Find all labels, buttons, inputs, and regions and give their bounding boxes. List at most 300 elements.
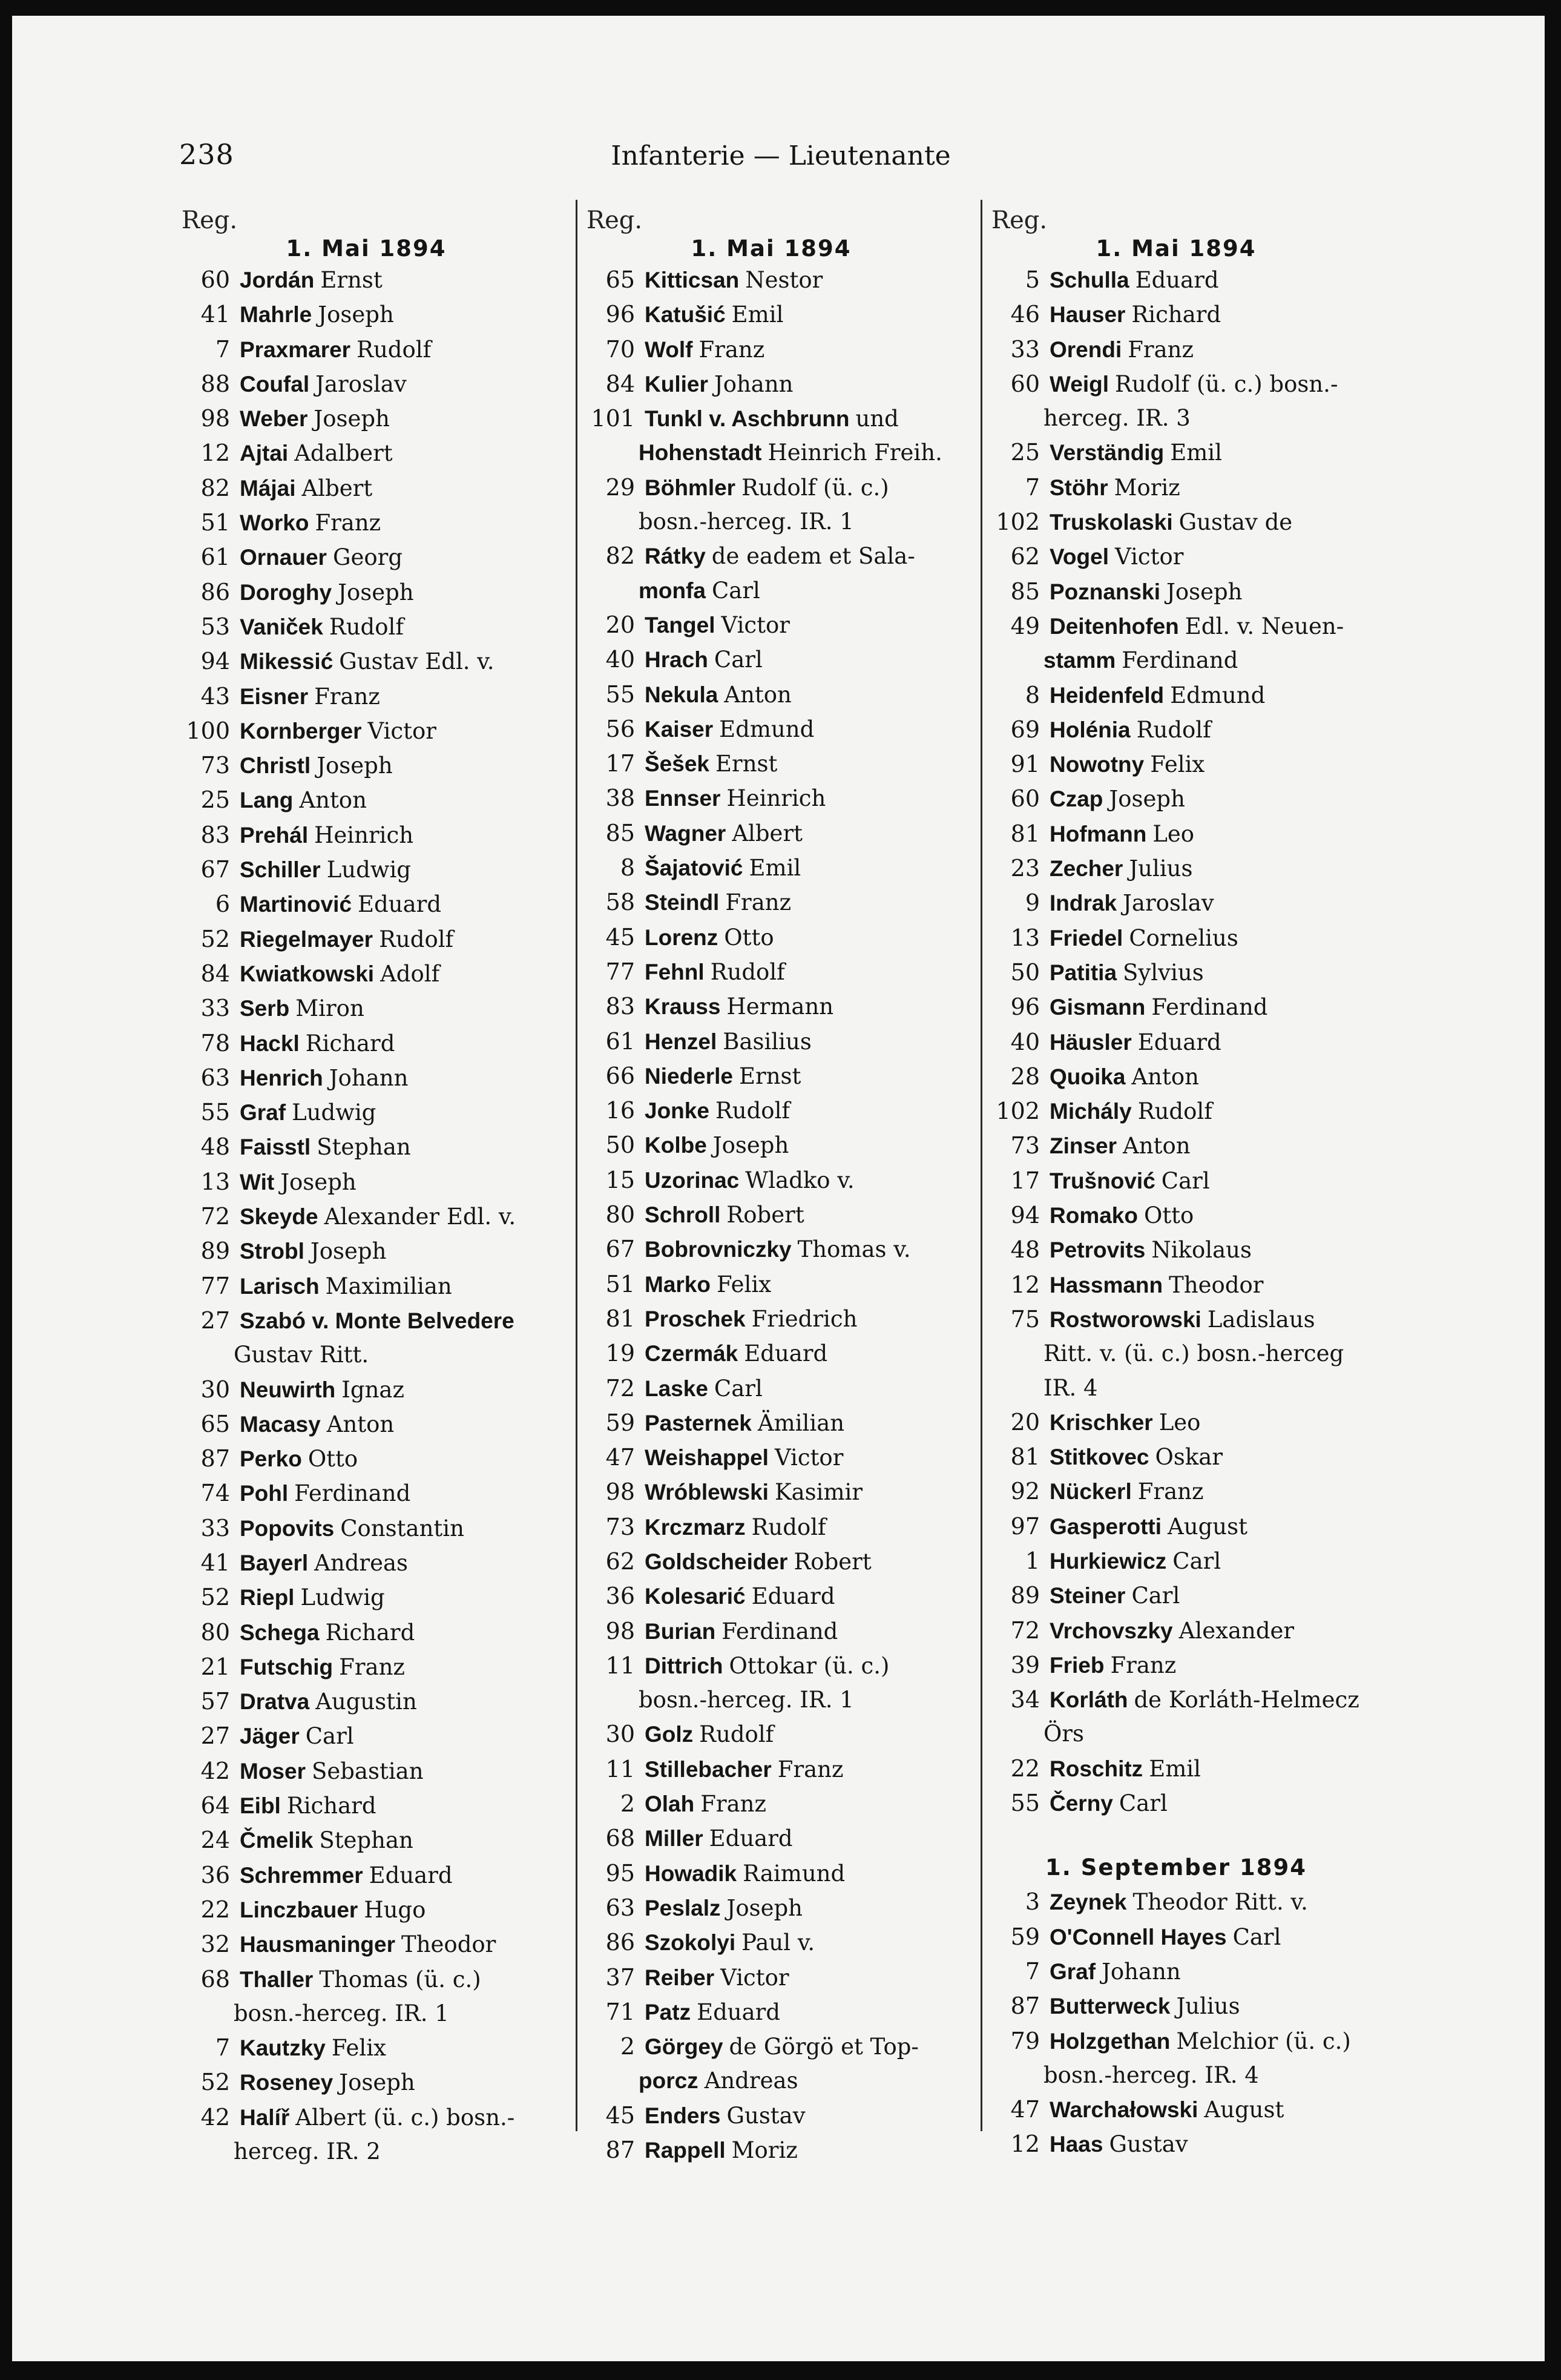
regiment-number: 42 bbox=[200, 2103, 230, 2131]
regiment-number: 72 bbox=[605, 1374, 635, 1402]
list-item bbox=[587, 401, 956, 436]
list-item bbox=[991, 1578, 1361, 1613]
officer-given-name: Friedrich bbox=[751, 1305, 858, 1332]
regiment-number: 74 bbox=[200, 1480, 230, 1507]
list-item bbox=[182, 1962, 551, 1997]
officer-given-name: Alexander Edl. v. bbox=[324, 1204, 516, 1230]
officer-given-name: Rudolf bbox=[715, 1098, 790, 1124]
officer-surname: Haas bbox=[1050, 2132, 1103, 2157]
officer-surname: Krauss bbox=[645, 994, 721, 1020]
list-item bbox=[991, 1509, 1361, 1544]
officer-surname: Coufal bbox=[240, 371, 310, 397]
officer-surname: Šešek bbox=[645, 751, 709, 777]
officer-given-name: Moriz bbox=[731, 2137, 798, 2164]
officer-surname: Kwiatkowski bbox=[240, 961, 375, 986]
list-item bbox=[587, 1614, 956, 1649]
list-item bbox=[182, 471, 551, 506]
officer-given-name: Felix bbox=[1150, 751, 1205, 778]
regiment-number: 64 bbox=[200, 1792, 230, 1819]
officer-given-name: Emil bbox=[731, 302, 784, 328]
regiment-number: 84 bbox=[200, 960, 230, 987]
regiment-number: 7 bbox=[1025, 473, 1040, 501]
officer-surname: Mahrle bbox=[240, 302, 312, 328]
list-item bbox=[587, 1544, 956, 1579]
officer-given-name: Johann bbox=[1102, 1958, 1181, 1985]
officer-given-name: Ferdinand bbox=[294, 1480, 411, 1507]
regiment-number: 61 bbox=[200, 544, 230, 571]
officer-given-name: Franz bbox=[315, 510, 381, 536]
list-item bbox=[991, 2092, 1361, 2127]
officer-surname: Szabó v. Monte Belvedere bbox=[240, 1308, 514, 1333]
officer-surname: Kornberger bbox=[240, 718, 362, 743]
officer-given-name: Carl bbox=[714, 1375, 763, 1402]
regiment-number: 89 bbox=[200, 1238, 230, 1265]
regiment-number: 87 bbox=[605, 2137, 635, 2164]
officer-surname: Thaller bbox=[240, 1966, 314, 1992]
officer-surname: Dratva bbox=[240, 1689, 310, 1715]
officer-given-name: Adalbert bbox=[294, 440, 393, 467]
list-item bbox=[182, 1269, 551, 1304]
officer-surname: Skeyde bbox=[240, 1204, 318, 1230]
officer-given-name: Eduard bbox=[1135, 267, 1219, 293]
officer-given-name: Joseph bbox=[1166, 578, 1243, 605]
list-item bbox=[587, 1752, 956, 1787]
officer-given-name: Anton bbox=[299, 787, 367, 814]
list-item bbox=[182, 610, 551, 644]
officer-given-name: Rudolf bbox=[329, 613, 404, 640]
regiment-number: 85 bbox=[1010, 578, 1040, 605]
list-item bbox=[991, 263, 1361, 297]
regiment-number: 81 bbox=[1010, 1443, 1040, 1471]
regiment-number: 33 bbox=[200, 995, 230, 1022]
officer-surname: Czermák bbox=[645, 1341, 738, 1366]
continuation-text: herceg. IR. 3 bbox=[1043, 405, 1191, 432]
officer-surname: Mikessić bbox=[240, 649, 334, 674]
list-item bbox=[182, 714, 551, 748]
list-item-continuation bbox=[587, 505, 956, 539]
officer-surname: Worko bbox=[240, 510, 309, 536]
officer-given-name: Carl bbox=[714, 647, 763, 673]
officer-surname: Halíř bbox=[240, 2105, 290, 2130]
section-date: 1. Mai 1894 bbox=[691, 236, 852, 262]
list-item bbox=[587, 989, 956, 1024]
regiment-number: 47 bbox=[605, 1444, 635, 1471]
officer-surname: Gasperotti bbox=[1050, 1514, 1162, 1539]
regiment-number: 19 bbox=[605, 1340, 635, 1367]
officer-surname: Jordán bbox=[240, 268, 315, 292]
officer-surname: Černy bbox=[1050, 1791, 1113, 1816]
regiment-number: 67 bbox=[200, 856, 230, 883]
officer-given-name: Hugo bbox=[364, 1896, 426, 1923]
officer-given-name: Anton bbox=[1123, 1133, 1191, 1159]
list-item bbox=[587, 1821, 956, 1856]
officer-surname: Larisch bbox=[240, 1273, 320, 1299]
scan-border-top bbox=[0, 0, 1561, 16]
list-item bbox=[991, 678, 1361, 713]
list-item bbox=[182, 1788, 551, 1823]
list-item bbox=[991, 1268, 1361, 1302]
officer-given-name: Franz bbox=[698, 336, 765, 363]
regiment-number: 17 bbox=[1010, 1167, 1040, 1194]
regiment-number: 56 bbox=[605, 715, 635, 742]
regiment-number: 7 bbox=[1025, 1957, 1040, 1985]
officer-surname: Rappell bbox=[645, 2138, 726, 2163]
officer-given-name: Anton bbox=[326, 1411, 395, 1437]
officer-surname: Christl bbox=[240, 753, 311, 779]
column-3 bbox=[991, 206, 1361, 2158]
regiment-number: 78 bbox=[200, 1029, 230, 1056]
officer-given-name: Eduard bbox=[358, 891, 442, 918]
list-item bbox=[182, 367, 551, 401]
officer-surname: Nekula bbox=[645, 682, 718, 707]
list-item bbox=[182, 1407, 551, 1442]
regiment-number: 72 bbox=[1010, 1617, 1040, 1644]
list-item bbox=[182, 540, 551, 575]
officer-given-name: Carl bbox=[1119, 1790, 1168, 1817]
list-item bbox=[991, 1683, 1361, 1717]
scan-border-left bbox=[0, 0, 12, 2380]
regiment-number: 12 bbox=[1010, 2131, 1040, 2158]
list-item bbox=[587, 1371, 956, 1406]
regiment-number: 77 bbox=[605, 958, 635, 985]
list-item bbox=[182, 401, 551, 436]
list-item-continuation bbox=[587, 1683, 956, 1717]
regiment-number: 94 bbox=[1010, 1202, 1040, 1229]
officer-given-name: Anton bbox=[1131, 1063, 1199, 1090]
regiment-number: 43 bbox=[200, 682, 230, 710]
officer-surname: Neuwirth bbox=[240, 1377, 336, 1402]
officer-given-name: Emil bbox=[1149, 1755, 1201, 1782]
officer-given-name: Richard bbox=[325, 1619, 415, 1646]
officer-given-name: Emil bbox=[749, 855, 801, 882]
regiment-number: 98 bbox=[200, 405, 230, 432]
regiment-number: 33 bbox=[1010, 335, 1040, 363]
list-item-continuation bbox=[182, 1997, 551, 2031]
officer-surname: Kitticsan bbox=[645, 268, 740, 292]
list-item bbox=[587, 1510, 956, 1544]
regiment-number: 60 bbox=[1010, 785, 1040, 813]
regiment-number: 52 bbox=[200, 1584, 230, 1611]
list-item bbox=[587, 1856, 956, 1891]
officer-surname: Proschek bbox=[645, 1306, 746, 1331]
officer-surname: Häusler bbox=[1050, 1029, 1132, 1055]
regiment-number: 69 bbox=[1010, 716, 1040, 743]
officer-surname: Wolf bbox=[645, 337, 693, 362]
regiment-number: 52 bbox=[200, 925, 230, 952]
list-item bbox=[182, 783, 551, 817]
regiment-number: 102 bbox=[996, 509, 1040, 536]
officer-surname: Perko bbox=[240, 1446, 302, 1472]
regiment-number: 21 bbox=[200, 1653, 230, 1680]
officer-given-name: Stephan bbox=[317, 1134, 411, 1161]
officer-surname: Uzorinac bbox=[645, 1167, 740, 1193]
list-item bbox=[587, 1475, 956, 1509]
list-item bbox=[587, 1995, 956, 2029]
officer-surname: Čmelik bbox=[240, 1828, 314, 1853]
officer-given-name: Jaroslav bbox=[1123, 890, 1214, 917]
list-item bbox=[991, 435, 1361, 470]
regiment-number: 13 bbox=[200, 1168, 230, 1195]
officer-given-name: Sylvius bbox=[1123, 959, 1204, 986]
regiment-number: 45 bbox=[605, 923, 635, 951]
officer-surname: Roschitz bbox=[1050, 1756, 1143, 1781]
continuation-text: Ferdinand bbox=[1122, 647, 1238, 674]
regiment-number: 102 bbox=[996, 1098, 1040, 1125]
officer-given-name: Franz bbox=[339, 1653, 405, 1680]
list-item bbox=[182, 263, 551, 297]
regiment-number: 41 bbox=[200, 1549, 230, 1576]
officer-surname: Strobl bbox=[240, 1239, 304, 1264]
officer-surname: Miller bbox=[645, 1826, 703, 1851]
regiment-number: 77 bbox=[200, 1272, 230, 1299]
officer-surname: Indrak bbox=[1050, 891, 1117, 916]
regiment-number: 68 bbox=[605, 1825, 635, 1852]
list-item bbox=[182, 1684, 551, 1719]
regiment-number: 73 bbox=[1010, 1132, 1040, 1159]
regiment-number: 38 bbox=[605, 785, 635, 812]
officer-surname-continuation: Hohenstadt bbox=[639, 440, 762, 466]
list-item bbox=[587, 1649, 956, 1683]
officer-surname: Doroghy bbox=[240, 579, 332, 605]
officer-given-name: Kasimir bbox=[774, 1479, 863, 1506]
list-item bbox=[991, 1198, 1361, 1233]
regiment-number: 73 bbox=[605, 1513, 635, 1540]
regiment-number: 55 bbox=[1010, 1790, 1040, 1817]
officer-surname: Hofmann bbox=[1050, 821, 1147, 846]
regiment-number: 41 bbox=[200, 301, 230, 328]
list-item bbox=[182, 818, 551, 852]
officer-given-name: Leo bbox=[1158, 1409, 1201, 1436]
continuation-text: Andreas bbox=[704, 2068, 798, 2094]
officer-surname: Golz bbox=[645, 1722, 694, 1747]
regiment-number: 33 bbox=[200, 1514, 230, 1541]
officer-given-name: Oskar bbox=[1155, 1444, 1223, 1471]
regiment-number: 60 bbox=[1010, 370, 1040, 397]
list-item bbox=[587, 470, 956, 505]
list-item bbox=[991, 609, 1361, 644]
list-item bbox=[587, 1787, 956, 1821]
officer-given-name: Rudolf bbox=[710, 958, 785, 985]
officer-given-name: Jaroslav bbox=[315, 371, 407, 397]
regiment-number: 79 bbox=[1010, 2027, 1040, 2054]
regiment-number: 89 bbox=[1010, 1582, 1040, 1609]
list-item bbox=[991, 921, 1361, 955]
officer-surname: Patitia bbox=[1050, 960, 1117, 985]
regiment-number: 9 bbox=[1025, 889, 1040, 917]
officer-surname: Lorenz bbox=[645, 925, 718, 950]
regiment-number: 15 bbox=[605, 1166, 635, 1193]
officer-surname: Fehnl bbox=[645, 959, 705, 984]
list-item bbox=[587, 1128, 956, 1162]
list-item bbox=[587, 1891, 956, 1925]
officer-given-name: Eduard bbox=[697, 1999, 781, 2025]
regiment-number: 66 bbox=[605, 1062, 635, 1089]
list-item bbox=[991, 851, 1361, 886]
officer-given-name: Eduard bbox=[751, 1583, 835, 1610]
list-item bbox=[991, 1954, 1361, 1989]
officer-surname: Patz bbox=[645, 1999, 691, 2025]
officer-surname: Hurkiewicz bbox=[1050, 1548, 1167, 1574]
continuation-text: bosn.-herceg. IR. 1 bbox=[639, 509, 854, 535]
regiment-number: 12 bbox=[1010, 1271, 1040, 1298]
list-item bbox=[587, 1024, 956, 1059]
regiment-number: 30 bbox=[200, 1376, 230, 1403]
list-item bbox=[991, 817, 1361, 851]
list-item bbox=[587, 1336, 956, 1371]
list-item bbox=[991, 1060, 1361, 1094]
regiment-number: 13 bbox=[1010, 924, 1040, 951]
officer-given-name: Eduard bbox=[1137, 1029, 1221, 1055]
regiment-number: 39 bbox=[1010, 1651, 1040, 1678]
regiment-number: 86 bbox=[200, 578, 230, 605]
regiment-number: 65 bbox=[605, 266, 635, 293]
officer-given-name: Basilius bbox=[723, 1028, 812, 1055]
list-item bbox=[587, 1925, 956, 1960]
officer-surname: Niederle bbox=[645, 1063, 734, 1089]
regiment-number: 27 bbox=[200, 1307, 230, 1334]
list-item bbox=[587, 1093, 956, 1128]
officer-surname: Praxmarer bbox=[240, 337, 351, 362]
list-item bbox=[991, 1302, 1361, 1337]
list-item bbox=[182, 1476, 551, 1511]
list-item bbox=[182, 2031, 551, 2065]
list-item bbox=[182, 1719, 551, 1753]
officer-surname: Friedel bbox=[1050, 925, 1123, 951]
officer-given-name: Franz bbox=[1110, 1652, 1177, 1678]
regiment-number: 92 bbox=[1010, 1478, 1040, 1505]
list-item bbox=[587, 712, 956, 747]
regiment-number: 40 bbox=[605, 646, 635, 673]
officer-given-name: Rudolf bbox=[379, 926, 454, 952]
regiment-number: 52 bbox=[200, 2069, 230, 2096]
list-item-continuation bbox=[991, 401, 1361, 435]
column-2 bbox=[587, 206, 956, 2164]
list-item bbox=[991, 1025, 1361, 1060]
reg-label: Reg. bbox=[587, 206, 643, 234]
regiment-number: 70 bbox=[605, 335, 635, 363]
list-item bbox=[182, 1026, 551, 1061]
officer-given-name: August bbox=[1168, 1513, 1247, 1540]
list-item bbox=[182, 1650, 551, 1684]
list-item bbox=[182, 436, 551, 470]
officer-surname: Korláth bbox=[1050, 1687, 1128, 1713]
list-item bbox=[587, 539, 956, 573]
officer-given-name: Albert (ü. c.) bosn.- bbox=[295, 2104, 515, 2131]
officer-given-name: Carl bbox=[1161, 1167, 1210, 1194]
officer-given-name: Otto bbox=[307, 1446, 358, 1472]
officer-given-name: Joseph bbox=[280, 1169, 357, 1195]
officer-surname: Pasternek bbox=[645, 1410, 752, 1436]
list-item bbox=[182, 1095, 551, 1130]
list-item bbox=[182, 922, 551, 957]
officer-surname-continuation: porcz bbox=[639, 2068, 698, 2094]
list-item bbox=[182, 1304, 551, 1338]
list-item bbox=[991, 886, 1361, 920]
list-item bbox=[182, 1754, 551, 1788]
regiment-number: 37 bbox=[605, 1963, 635, 1991]
officer-surname: Graf bbox=[1050, 1959, 1096, 1984]
officer-given-name: Victor bbox=[367, 717, 436, 744]
list-item bbox=[587, 1198, 956, 1232]
list-item bbox=[991, 332, 1361, 367]
regiment-number: 45 bbox=[605, 2101, 635, 2129]
list-item bbox=[991, 1752, 1361, 1786]
regiment-number: 98 bbox=[605, 1478, 635, 1506]
officer-surname: Katušić bbox=[645, 302, 726, 328]
officer-given-name: Ernst bbox=[739, 1063, 801, 1089]
officer-surname: Krischker bbox=[1050, 1409, 1153, 1435]
officer-surname: Schulla bbox=[1050, 268, 1129, 292]
officer-surname: Kautzky bbox=[240, 2036, 326, 2061]
list-item bbox=[991, 1094, 1361, 1129]
officer-surname: Peslalz bbox=[645, 1895, 721, 1920]
list-item-continuation bbox=[991, 2059, 1361, 2092]
list-item bbox=[182, 1927, 551, 1962]
officer-surname: Stillebacher bbox=[645, 1756, 772, 1782]
list-item-continuation: IR. 4 bbox=[1043, 1374, 1098, 1401]
regiment-number: 68 bbox=[200, 1965, 230, 1993]
officer-surname: Riepl bbox=[240, 1585, 295, 1610]
officer-given-name: Constantin bbox=[340, 1515, 464, 1541]
regiment-number: 82 bbox=[605, 542, 635, 570]
officer-surname: O'Connell Hayes bbox=[1050, 1924, 1227, 1950]
officer-given-name: Carl bbox=[305, 1723, 354, 1750]
officer-surname: Schiller bbox=[240, 857, 321, 883]
list-item bbox=[991, 1164, 1361, 1198]
officer-given-name: Franz bbox=[777, 1756, 844, 1782]
list-item bbox=[182, 1061, 551, 1095]
officer-given-name: Leo bbox=[1152, 820, 1195, 847]
officer-given-name: Rudolf bbox=[699, 1721, 774, 1748]
list-item bbox=[991, 782, 1361, 816]
regiment-number: 67 bbox=[605, 1236, 635, 1263]
regiment-number: 81 bbox=[1010, 820, 1040, 847]
scan-border-right bbox=[1545, 0, 1561, 2380]
officer-given-name: Joseph bbox=[317, 753, 393, 779]
officer-surname: Ennser bbox=[645, 786, 721, 811]
officer-surname: Ornauer bbox=[240, 545, 327, 570]
officer-given-name: Rudolf bbox=[357, 336, 432, 363]
regiment-number: 36 bbox=[605, 1583, 635, 1610]
officer-surname: Böhmler bbox=[645, 475, 736, 500]
list-item bbox=[991, 1920, 1361, 1954]
officer-given-name: Melchior (ü. c.) bbox=[1176, 2028, 1351, 2054]
officer-surname: Henrich bbox=[240, 1065, 323, 1090]
list-item bbox=[587, 2098, 956, 2133]
continuation-text: bosn.-herceg. IR. 1 bbox=[234, 2000, 449, 2026]
officer-given-name: Joseph bbox=[338, 579, 414, 605]
officer-surname: Šajatović bbox=[645, 855, 743, 881]
regiment-number: 1 bbox=[1025, 1547, 1040, 1574]
officer-surname: Holénia bbox=[1050, 717, 1131, 742]
list-item bbox=[182, 679, 551, 714]
regiment-number: 50 bbox=[605, 1132, 635, 1159]
regiment-number: 2 bbox=[620, 2033, 635, 2060]
officer-surname: Holzgethan bbox=[1050, 2028, 1171, 2054]
officer-surname: Stitkovec bbox=[1050, 1445, 1149, 1470]
officer-given-name: Carl bbox=[1172, 1548, 1221, 1574]
officer-given-name: Augustin bbox=[315, 1689, 417, 1715]
regiment-number: 85 bbox=[605, 819, 635, 846]
regiment-number: 59 bbox=[1010, 1923, 1040, 1950]
officer-surname: Burian bbox=[645, 1618, 716, 1644]
officer-surname: Vaniček bbox=[240, 614, 323, 639]
list-item bbox=[182, 991, 551, 1026]
column-rule bbox=[981, 200, 982, 2131]
officer-given-name: Ludwig bbox=[292, 1099, 376, 1126]
officer-given-name: Joseph bbox=[314, 406, 390, 432]
officer-surname: Eibl bbox=[240, 1793, 281, 1819]
